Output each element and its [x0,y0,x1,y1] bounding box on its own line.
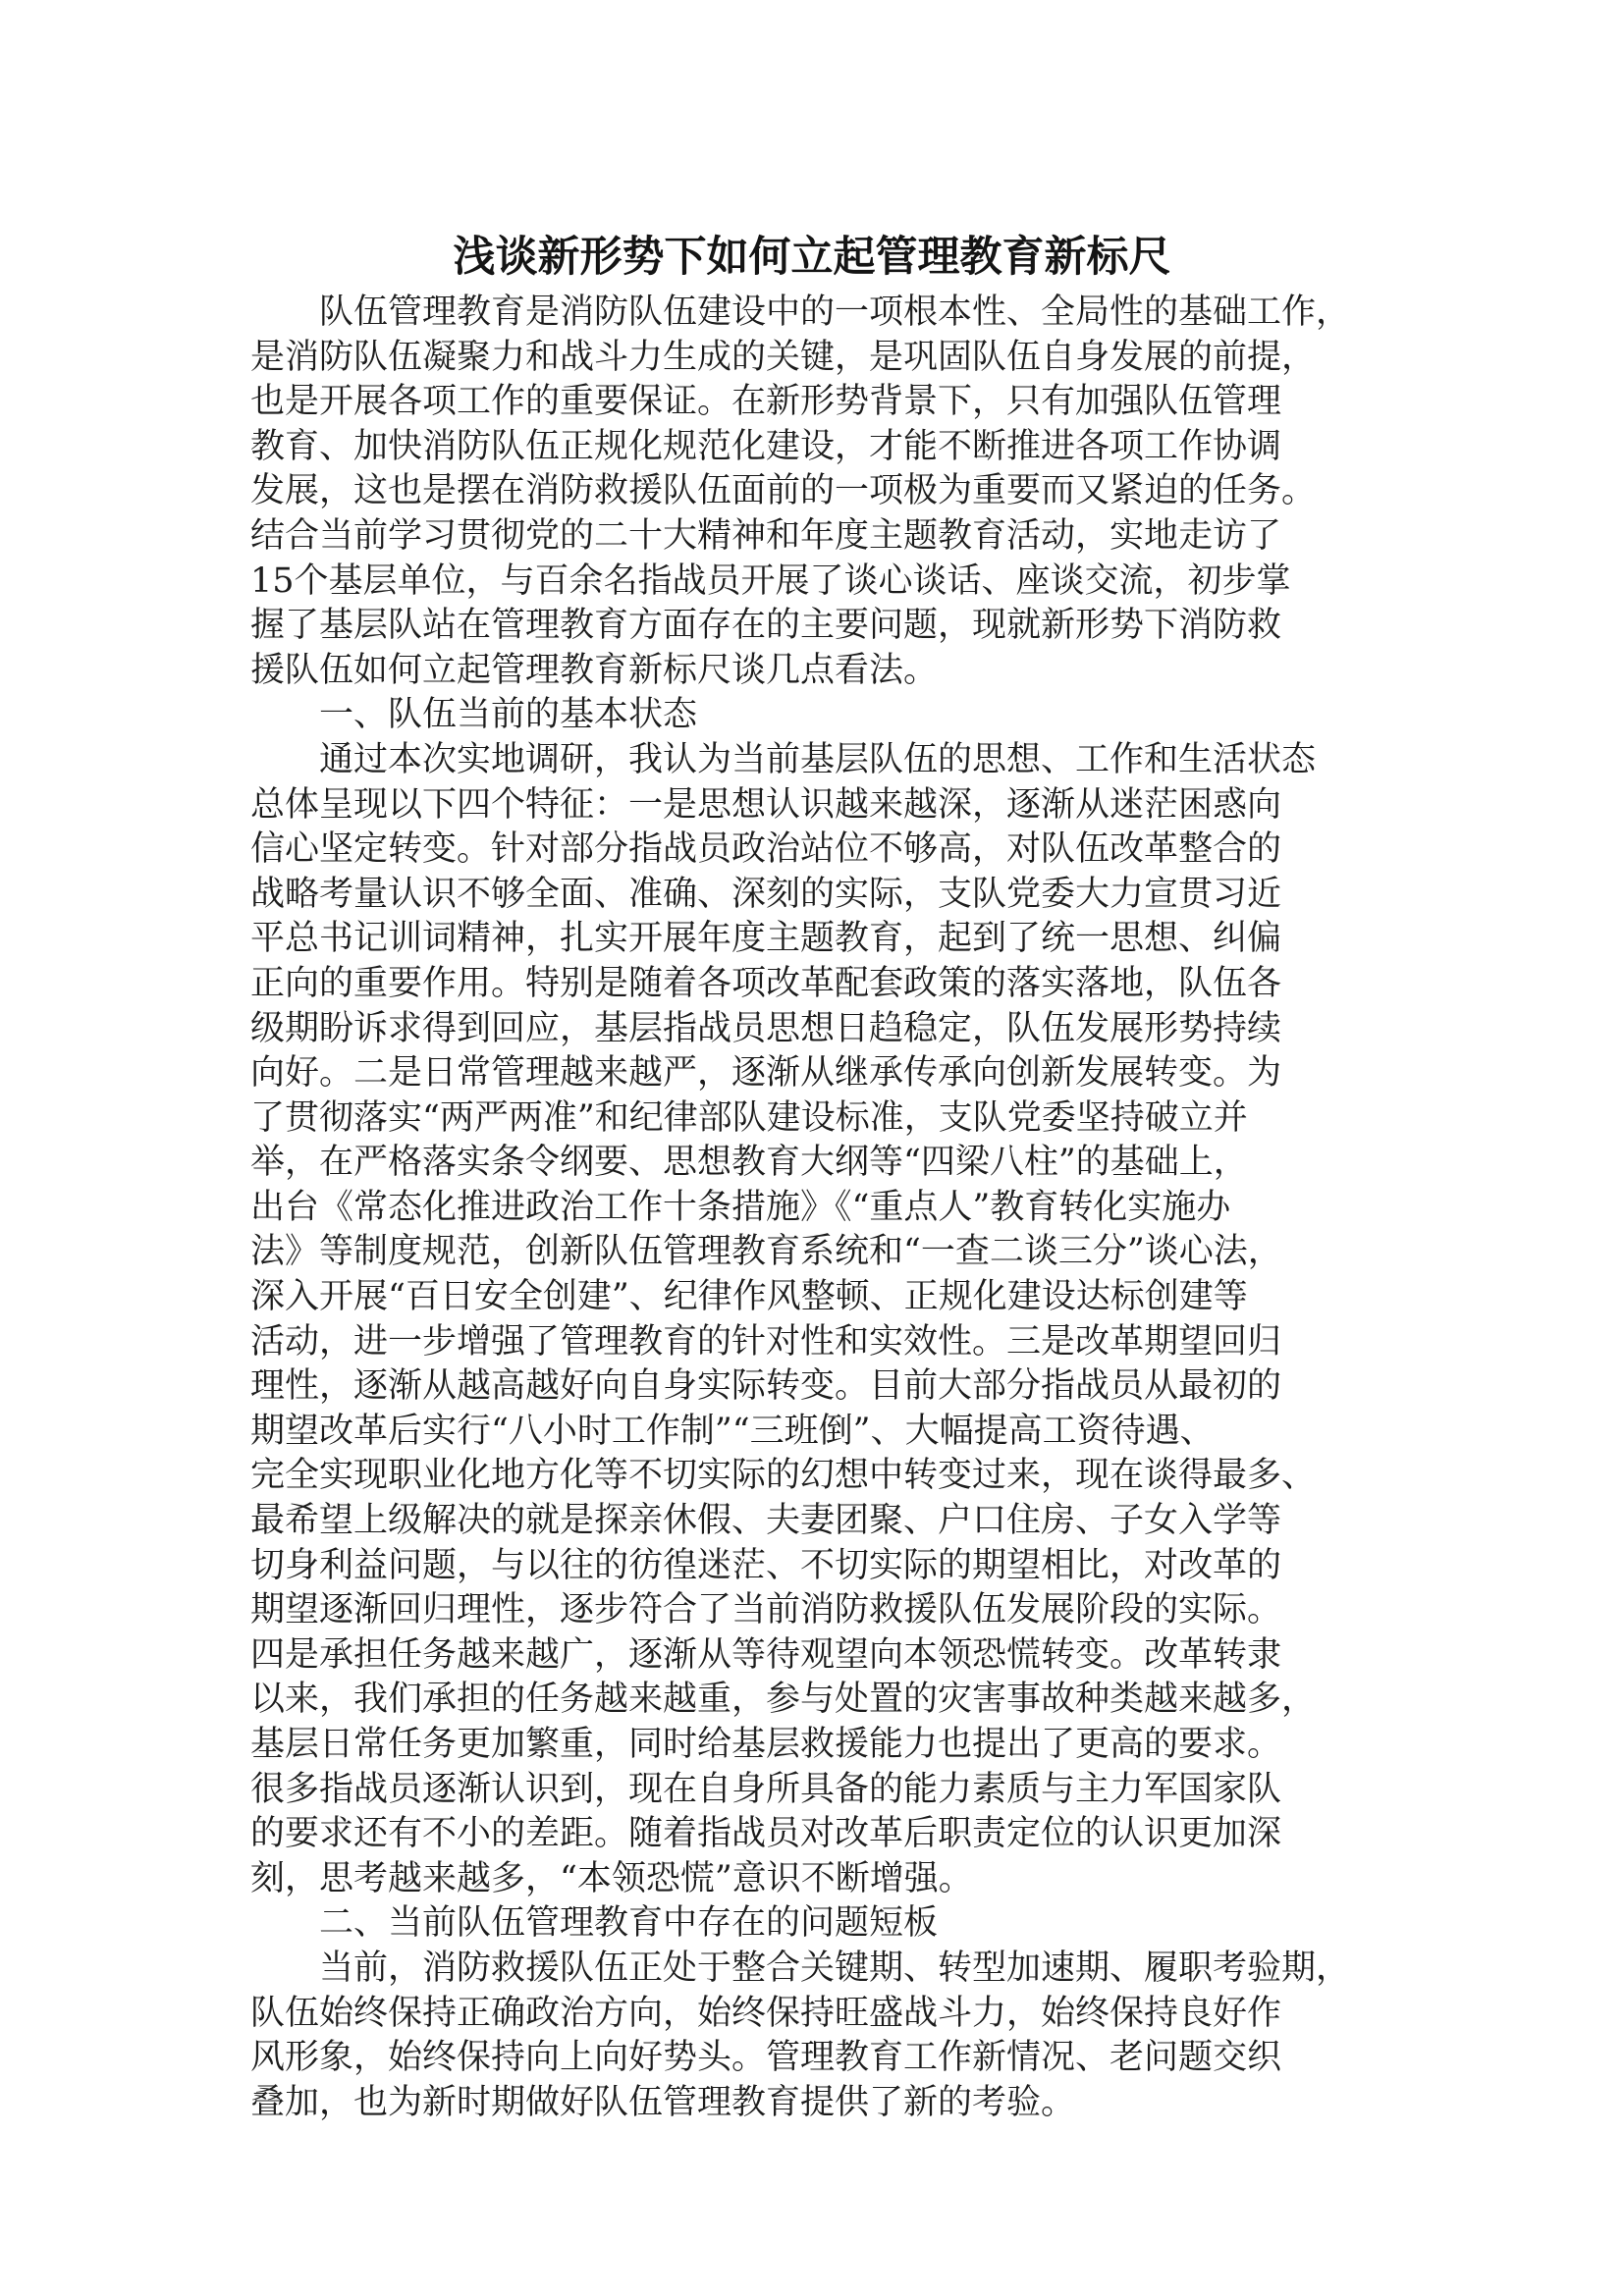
text-line: 15个基层单位，与百余名指战员开展了谈心谈话、座谈交流，初步掌 [250,561,1291,601]
text-line: 完全实现职业化地方化等不切实际的幻想中转变过来，现在谈得最多、 [250,1456,1317,1496]
text-line: 举，在严格落实条令纲要、思想教育大纲等“四梁八柱”的基础上， [250,1143,1248,1183]
text-line: 平总书记训词精神，扎实开展年度主题教育，起到了统一思想、纠偏 [250,919,1282,959]
text-line: 战略考量认识不够全面、准确、深刻的实际，支队党委大力宣贯习近 [250,874,1282,914]
text-line: 队伍始终保持正确政治方向，始终保持旺盛战斗力，始终保持良好作 [250,1993,1282,2033]
text-line: 风形象，始终保持向上向好势头。管理教育工作新情况、老问题交织 [250,2038,1282,2078]
text-line: 的要求还有不小的差距。随着指战员对改革后职责定位的认识更加深 [250,1814,1282,1854]
text-line: 四是承担任务越来越广，逐渐从等待观望向本领恐慌转变。改革转隶 [250,1634,1282,1675]
document-body [250,291,1389,2125]
text-line: 期望逐渐回归理性，逐步符合了当前消防救援队伍发展阶段的实际。 [250,1590,1282,1630]
text-line: 通过本次实地调研，我认为当前基层队伍的思想、工作和生活状态 [319,739,1317,779]
text-line: 法》等制度规范，创新队伍管理教育系统和“一查二谈三分”谈心法， [250,1232,1282,1272]
text-line: 发展，这也是摆在消防救援队伍面前的一项极为重要而又紧迫的任务。 [250,471,1317,511]
text-line: 当前，消防救援队伍正处于整合关键期、转型加速期、履职考验期， [319,1948,1351,1988]
text-line: 向好。二是日常管理越来越严，逐渐从继承传承向创新发展转变。为 [250,1053,1282,1094]
text-line: 以来，我们承担的任务越来越重，参与处置的灾害事故种类越来越多， [250,1680,1317,1720]
text-line: 是消防队伍凝聚力和战斗力生成的关键，是巩固队伍自身发展的前提， [250,337,1317,377]
text-line: 握了基层队站在管理教育方面存在的主要问题，现就新形势下消防救 [250,606,1282,646]
text-line: 刻，思考越来越多，“本领恐慌”意识不断增强。 [250,1858,973,1898]
text-line: 也是开展各项工作的重要保证。在新形势背景下，只有加强队伍管理 [250,382,1282,422]
text-line: 出台《常态化推进政治工作十条措施》《“重点人”教育转化实施办 [250,1187,1231,1227]
text-line: 理性，逐渐从越高越好向自身实际转变。目前大部分指战员从最初的 [250,1366,1282,1407]
text-line: 正向的重要作用。特别是随着各项改革配套政策的落实落地，队伍各 [250,963,1282,1003]
text-line: 结合当前学习贯彻党的二十大精神和年度主题教育活动，实地走访了 [250,515,1282,556]
text-line: 援队伍如何立起管理教育新标尺谈几点看法。 [250,650,939,690]
text-line: 期望改革后实行“八小时工作制”“三班倒”、大幅提高工资待遇、 [250,1411,1215,1451]
text-line: 级期盼诉求得到回应，基层指战员思想日趋稳定，队伍发展形势持续 [250,1008,1282,1048]
text-line: 深入开展“百日安全创建”、纪律作风整顿、正规化建设达标创建等 [250,1277,1248,1317]
text-line: 叠加，也为新时期做好队伍管理教育提供了新的考验。 [250,2082,1076,2122]
text-line: 二、当前队伍管理教育中存在的问题短板 [319,1903,939,1944]
text-line: 活动，进一步增强了管理教育的针对性和实效性。三是改革期望回归 [250,1321,1282,1362]
text-line: 教育、加快消防队伍正规化规范化建设，才能不断推进各项工作协调 [250,426,1282,466]
text-line: 很多指战员逐渐认识到，现在自身所具备的能力素质与主力军国家队 [250,1769,1282,1809]
text-line: 总体呈现以下四个特征：一是思想认识越来越深，逐渐从迷茫困惑向 [250,784,1282,825]
document-title: 浅谈新形势下如何立起管理教育新标尺 [453,233,1171,282]
text-line: 队伍管理教育是消防队伍建设中的一项根本性、全局性的基础工作， [319,293,1351,332]
text-line: 信心坚定转变。针对部分指战员政治站位不够高，对队伍改革整合的 [250,829,1282,870]
text-line: 了贯彻落实“两严两准”和纪律部队建设标准，支队党委坚持破立并 [250,1097,1248,1138]
text-line: 切身利益问题，与以往的彷徨迷茫、不切实际的期望相比，对改革的 [250,1545,1282,1585]
text-line: 一、队伍当前的基本状态 [319,695,698,735]
text-line: 基层日常任务更加繁重，同时给基层救援能力也提出了更高的要求。 [250,1725,1282,1764]
text-line: 最希望上级解决的就是探亲休假、夫妻团聚、户口住房、子女入学等 [250,1501,1282,1541]
